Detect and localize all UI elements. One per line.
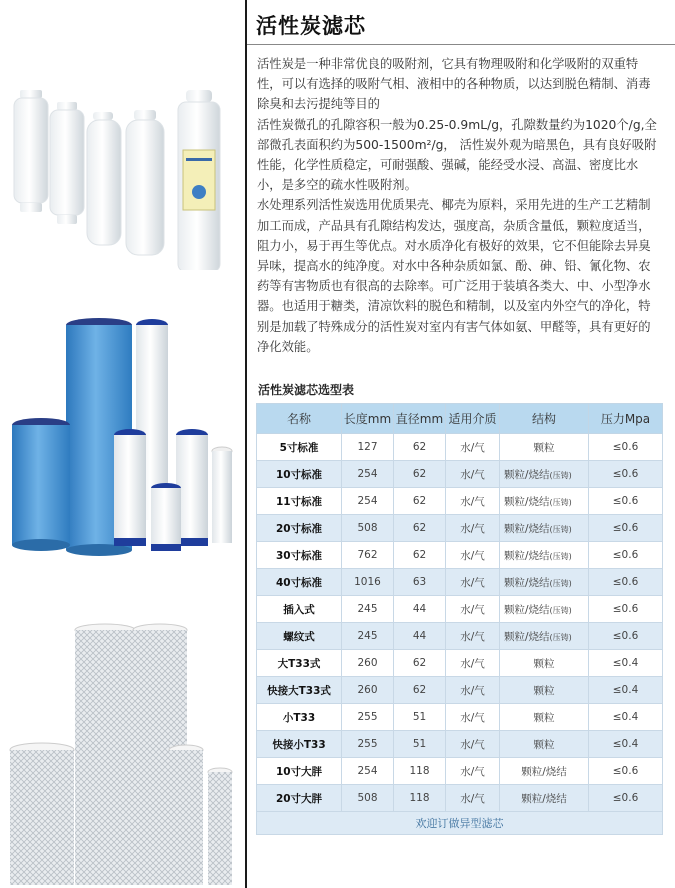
cell-structure [500,569,589,596]
inline-filter-3 [87,112,121,245]
structure-text: 颗粒 [533,711,555,724]
column-divider [245,0,247,888]
header-diameter: 直径mm [394,404,446,434]
cell-pressure: ≤0.6 [589,758,663,785]
cell-medium: 水/气 [446,758,500,785]
spec-table [256,403,663,835]
structure-text: 颗粒/烧结 [521,792,567,805]
mesh-filter-tall-1 [75,624,135,885]
cell-name: 30寸标准 [257,542,342,569]
cell-structure [500,542,589,569]
cell-diameter: 118 [394,785,446,812]
table-row [257,434,663,461]
inline-filter-1 [14,90,48,212]
cell-name: 10寸标准 [257,461,342,488]
header-structure: 结构 [500,404,589,434]
cell-name: 10寸大胖 [257,758,342,785]
cell-structure [500,758,589,785]
table-caption: 活性炭滤芯选型表 [258,383,355,397]
cell-length: 255 [342,704,394,731]
cell-name: 螺纹式 [257,623,342,650]
cell-diameter: 118 [394,758,446,785]
cell-diameter: 44 [394,623,446,650]
table-row [257,785,663,812]
cell-medium: 水/气 [446,434,500,461]
cell-length: 245 [342,596,394,623]
cell-pressure: ≤0.6 [589,434,663,461]
structure-note: (压铸) [549,551,572,561]
cell-length: 255 [342,731,394,758]
mesh-filter-wide [10,743,74,885]
structure-text: 颗粒/烧结 [504,576,550,589]
cell-pressure: ≤0.4 [589,677,663,704]
custom-order-note: 欢迎订做异型滤芯 [257,812,663,835]
cell-pressure: ≤0.6 [589,542,663,569]
cell-name: 大T33式 [257,650,342,677]
cell-pressure: ≤0.6 [589,515,663,542]
cell-diameter: 62 [394,488,446,515]
cell-medium: 水/气 [446,461,500,488]
inline-filter-4 [126,110,164,255]
mesh-filter-small [169,745,203,885]
cell-diameter: 63 [394,569,446,596]
structure-text: 颗粒/烧结 [504,630,550,643]
cell-name: 20寸大胖 [257,785,342,812]
inline-filters-photo [0,40,245,270]
cell-medium: 水/气 [446,650,500,677]
cell-diameter: 62 [394,461,446,488]
inline-filter-2 [50,102,84,224]
cell-structure [500,596,589,623]
cell-structure [500,515,589,542]
title-divider [247,44,675,45]
cell-pressure: ≤0.4 [589,650,663,677]
cell-medium: 水/气 [446,542,500,569]
table-row [257,731,663,758]
header-pressure: 压力Mpa [589,404,663,434]
cell-length: 260 [342,650,394,677]
structure-note: (压铸) [549,632,572,642]
cell-length: 508 [342,785,394,812]
cell-name: 快接小T33 [257,731,342,758]
table-row [257,461,663,488]
cell-pressure: ≤0.6 [589,596,663,623]
cell-length: 260 [342,677,394,704]
small-white-cartridge [151,483,181,551]
cell-pressure: ≤0.6 [589,488,663,515]
cell-structure [500,461,589,488]
table-row [257,704,663,731]
block-carbon-filters-photo [0,620,245,888]
cell-length: 245 [342,623,394,650]
cell-length: 254 [342,461,394,488]
cell-pressure: ≤0.6 [589,461,663,488]
cell-medium: 水/气 [446,515,500,542]
header-name: 名称 [257,404,342,434]
cell-medium: 水/气 [446,785,500,812]
product-photo-column [0,0,245,888]
description [257,54,661,357]
cell-pressure: ≤0.6 [589,785,663,812]
structure-note: (压铸) [549,497,572,507]
cell-length: 254 [342,758,394,785]
cell-medium: 水/气 [446,623,500,650]
cell-structure [500,677,589,704]
header-medium: 适用介质 [446,404,500,434]
description-paragraph-3: 水处理系列活性炭选用优质果壳、椰壳为原料，采用先进的生产工艺精制加工而成，产品具有孔隙结构发达，强度高，杂质含量低，颗粒度适当，阻力小，易于再生等优点。对水质净化有极好的效果，它不但能除去异臭异味，提高水的纯净度。对水中各种杂质如氯、酚、砷、铅、氰化物、农药等有害物质也有很高的去除率。可广泛用于装填各类大、中、小型净水器。也适用于糖类，清凉饮料的脱色和精制，以及室内外空气的净化，特别是加载了特殊成分的活性炭对室内有害气体如氨、甲醛等，具有更好的净化效能。 [257,198,651,354]
cell-diameter: 62 [394,542,446,569]
structure-text: 颗粒/烧结 [521,765,567,778]
cell-name: 快接大T33式 [257,677,342,704]
cell-name: 20寸标准 [257,515,342,542]
table-header-row [257,404,663,434]
structure-text: 颗粒/烧结 [504,549,550,562]
structure-text: 颗粒 [533,684,555,697]
cell-diameter: 62 [394,515,446,542]
cell-structure [500,785,589,812]
header-length: 长度mm [342,404,394,434]
cell-name: 5寸标准 [257,434,342,461]
structure-text: 颗粒 [533,738,555,751]
description-paragraph-1: 活性炭是一种非常优良的吸附剂，它具有物理吸附和化学吸附的双重特性，可以有选择的吸附气相、液相中的各种物质，以达到脱色精制、消毒除臭和去污提纯等目的 [257,57,651,112]
mesh-filter-mini [208,768,232,885]
table-row [257,488,663,515]
short-white-cartridge-1 [114,429,146,546]
cell-diameter: 51 [394,704,446,731]
structure-text: 颗粒/烧结 [504,495,550,508]
structure-text: 颗粒 [533,441,555,454]
cell-structure [500,704,589,731]
cell-medium: 水/气 [446,596,500,623]
table-row [257,569,663,596]
cell-pressure: ≤0.6 [589,623,663,650]
cell-pressure: ≤0.6 [589,569,663,596]
structure-note: (压铸) [549,578,572,588]
cell-diameter: 62 [394,677,446,704]
cell-structure [500,623,589,650]
mini-white-cartridge [212,447,232,543]
cell-length: 127 [342,434,394,461]
cell-length: 1016 [342,569,394,596]
carbon-cartridges-photo [0,310,245,560]
cell-medium: 水/气 [446,731,500,758]
table-row [257,623,663,650]
structure-note: (压铸) [549,524,572,534]
table-row [257,650,663,677]
cell-structure [500,488,589,515]
table-row [257,758,663,785]
inline-filter-labeled [178,90,220,270]
cell-medium: 水/气 [446,677,500,704]
cell-diameter: 62 [394,434,446,461]
table-body [257,434,663,812]
cell-name: 11寸标准 [257,488,342,515]
cell-name: 小T33 [257,704,342,731]
cell-medium: 水/气 [446,704,500,731]
structure-note: (压铸) [549,605,572,615]
cell-length: 508 [342,515,394,542]
table-footer-row [257,812,663,835]
cell-length: 762 [342,542,394,569]
structure-text: 颗粒/烧结 [504,603,550,616]
cell-diameter: 44 [394,596,446,623]
cell-structure [500,434,589,461]
cell-structure [500,650,589,677]
structure-note: (压铸) [549,470,572,480]
cell-name: 40寸标准 [257,569,342,596]
structure-text: 颗粒 [533,657,555,670]
table-row [257,677,663,704]
cell-length: 254 [342,488,394,515]
table-row [257,542,663,569]
cell-diameter: 51 [394,731,446,758]
medium-blue-cartridge [12,418,70,551]
structure-text: 颗粒/烧结 [504,468,550,481]
table-row [257,515,663,542]
cell-name: 插入式 [257,596,342,623]
cell-pressure: ≤0.4 [589,731,663,758]
cell-pressure: ≤0.4 [589,704,663,731]
cell-medium: 水/气 [446,488,500,515]
structure-text: 颗粒/烧结 [504,522,550,535]
cell-structure [500,731,589,758]
page-title: 活性炭滤芯 [256,14,366,38]
cell-diameter: 62 [394,650,446,677]
cell-medium: 水/气 [446,569,500,596]
table-row [257,596,663,623]
description-paragraph-2: 活性炭微孔的孔隙容积一般为0.25-0.9mL/g，孔隙数量约为1020个/g,全部微孔表面积约为500-1500m²/g， 活性炭外观为暗黑色，具有良好吸附性能，化学性质稳定，可耐强酸、强碱，能经受水浸、高温、密度比水小，是多空的疏水性吸附剂。 [257,117,657,193]
